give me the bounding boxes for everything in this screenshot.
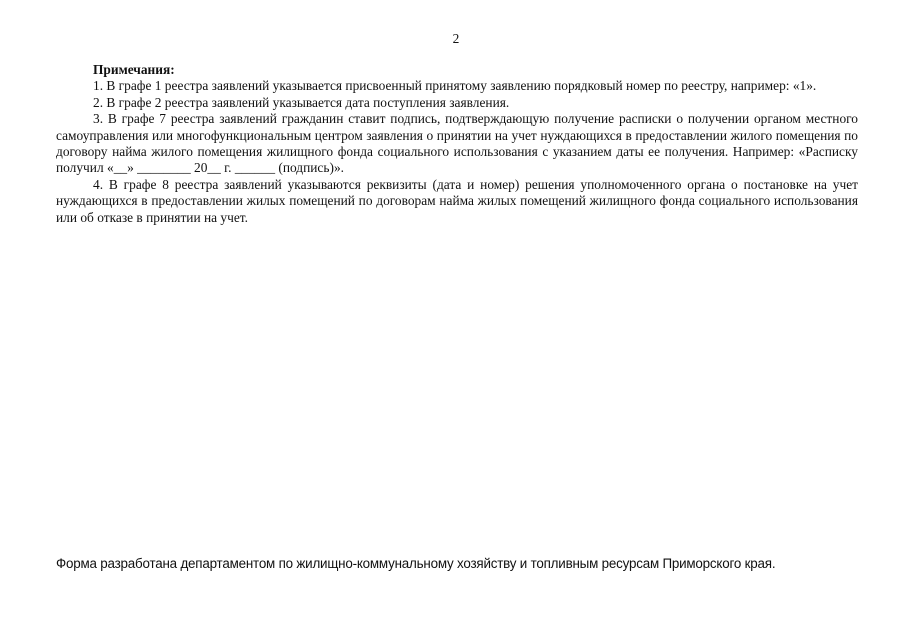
note-item-1: 1. В графе 1 реестра заявлений указывается присвоенный принятому заявлению порядковый номер по реестру, например: «1».	[93, 78, 817, 94]
note-item-3: 3. В графе 7 реестра заявлений гражданин ставит подпись, подтверждающую получение расписки о получении органом местного самоуправления или многофункциональным центром заявления о принятии на учет нуждающихся в предоставлении жилого помещения по договору найма жилого помещения жилищного фонда социального использования с указанием даты ее получения. Например: «Расписку получил «__» ________ 20__ г. ______ (подпись)».	[56, 111, 858, 176]
note-item-4: 4. В графе 8 реестра заявлений указываются реквизиты (дата и номер) решения уполномоченного органа о постановке на учет нуждающихся в предоставлении жилых помещений по договорам найма жилых помещений жилищного фонда социального использования или об отказе в принятии на учет.	[56, 176, 858, 225]
notes-heading: Примечания:	[93, 62, 175, 77]
form-author-note: Форма разработана департаментом по жилищно-коммунальному хозяйству и топливным ресурсам Приморского края.	[56, 556, 776, 571]
notes-section	[56, 62, 858, 226]
note-item-2: 2. В графе 2 реестра заявлений указывается дата поступления заявления.	[93, 94, 510, 110]
page-number: 2	[452, 31, 460, 46]
